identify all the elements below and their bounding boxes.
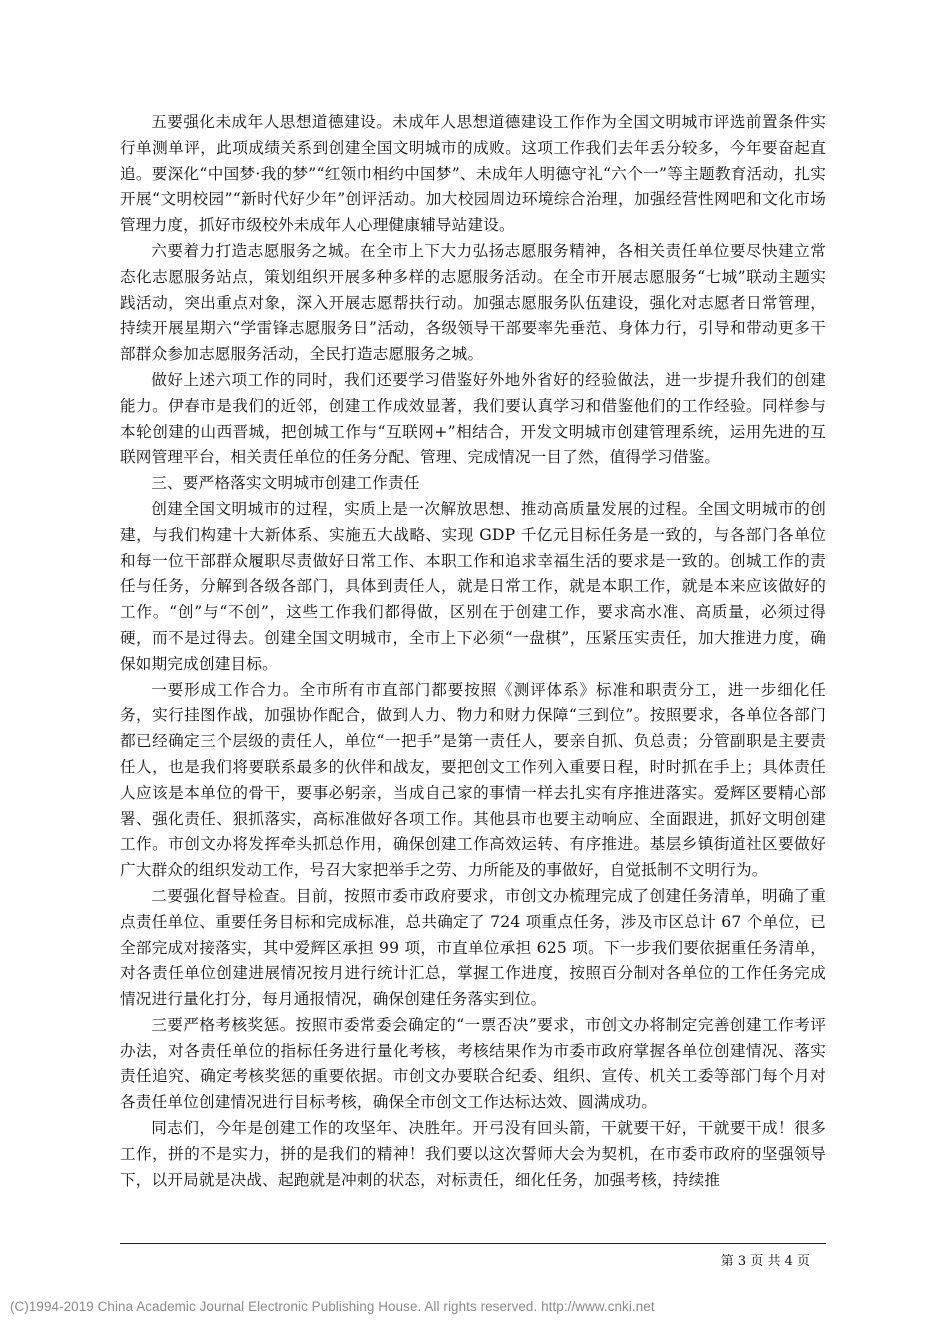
copyright-notice: (C)1994-2019 China Academic Journal Electronic Publishing House. All rights reserved. http://www.cnki.net bbox=[10, 1299, 655, 1314]
footer-divider bbox=[120, 1243, 826, 1244]
paragraph-assessment: 三要严格考核奖惩。按照市委常委会确定的“一票否决”要求，市创文办将制定完善创建工作考评办法，对各责任单位的指标任务进行量化考核，考核结果作为市委市政府掌握各单位创建情况、落实责任追究、确定考核奖惩的重要依据。市创文办要联合纪委、组织、宣传、机关工委等部门每个月对各责任单位创建情况进行目标考核，确保全市创文工作达标达效、圆满成功。 bbox=[120, 1015, 826, 1112]
page-number: 第 3 页 共 4 页 bbox=[720, 1254, 810, 1269]
paragraph-minor-moral: 五要强化未成年人思想道德建设。未成年人思想道德建设工作作为全国文明城市评选前置条件实行单测单评，此项成绩关系到创建全国文明城市的成败。这项工作我们去年丢分较多，今年要奋起直追。要深化“中国梦·我的梦”“红领巾相约中国梦”、未成年人明德守礼“六个一”等主题教育活动，扎实开展“文明校园”“新时代好少年”创评活动。加大校园周边环境综合治理，加强经营性网吧和文化市场管理力度，抓好市级校外未成年人心理健康辅导站建设。 bbox=[120, 113, 826, 235]
paragraph-volunteer-city: 六要着力打造志愿服务之城。在全市上下大力弘扬志愿服务精神，各相关责任单位要尽快建立常态化志愿服务站点，策划组织开展多种多样的志愿服务活动。在全市开展志愿服务“七城”联动主题实践活动，突出重点对象，深入开展志愿帮扶行动。加强志愿服务队伍建设，强化对志愿者日常管理，持续开展星期六“学雷锋志愿服务日”活动，各级领导干部要率先垂范、身体力行，引导和带动更多干部群众参加志愿服务活动，全民打造志愿服务之城。 bbox=[120, 241, 826, 364]
document-body bbox=[120, 110, 826, 1193]
paragraph-closing: 同志们，今年是创建工作的攻坚年、决胜年。开弓没有回头箭，干就要干好，干就要干成！很多工作，拼的不是实力，拼的是我们的精神！我们要以这次誓师大会为契机，在市委市政府的坚强领导下，以开局就是决战、起跑就是冲刺的状态，对标责任，细化任务，加强考核，持续推 bbox=[120, 1119, 826, 1189]
paragraph-supervision: 二要强化督导检查。目前，按照市委市政府要求，市创文办梳理完成了创建任务清单，明确了重点责任单位、重要任务目标和完成标准，总共确定了 724 项重点任务，涉及市区总计 67 个单位，已全部完成对接落实，其中爱辉区承担 99 项，市直单位承担 625 项。下一步我们要依据重任务清单，对各责任单位创建进展情况按月进行统计汇总，掌握工作进度，按照百分制对各单位的工作任务完成情况进行量化打分，每月通报情况，确保创建任务落实到位。 bbox=[120, 886, 826, 1009]
paragraph-process: 创建全国文明城市的过程，实质上是一次解放思想、推动高质量发展的过程。全国文明城市的创建，与我们构建十大新体系、实施五大战略、实现 GDP 千亿元目标任务是一致的，与各部门各单位和每一位干部群众履职尽责做好日常工作、本职工作和追求幸福生活的要求是一致的。创城工作的责任与任务，分解到各级各部门，具体到责任人，就是日常工作，就是本职工作，就是本来应该做好的工作。“创”与“不创”，这些工作我们都得做，区别在于创建工作，要求高水准、高质量，必须过得硬，而不是过得去。创建全国文明城市，全市上下必须“一盘棋”，压紧压实责任，加大推进力度，确保如期完成创建目标。 bbox=[120, 499, 826, 673]
section-heading: 三、要严格落实文明城市创建工作责任 bbox=[151, 474, 420, 493]
paragraph-joint-force: 一要形成工作合力。全市所有市直部门都要按照《测评体系》标准和职责分工，进一步细化任务，实行挂图作战，加强协作配合，做到人力、物力和财力保障“三到位”。按照要求，各单位各部门都已经确定三个层级的责任人，单位“一把手”是第一责任人，要亲自抓、负总责；分管副职是主要责任人，也是我们将要联系最多的伙伴和战友，要把创文工作列入重要日程，时时抓在手上；具体责任人应该是本单位的骨干，要事必躬亲，当成自己家的事情一样去扎实有序推进落实。爱辉区要精心部署、强化责任、狠抓落实，高标准做好各项工作。其他县市也要主动响应、全面跟进，抓好文明创建工作。市创文办将发挥牵头抓总作用，确保创建工作高效运转、有序推进。基层乡镇街道社区要做好广大群众的组织发动工作，号召大家把举手之劳、力所能及的事做好，自觉抵制不文明行为。 bbox=[120, 680, 826, 880]
paragraph-learning: 做好上述六项工作的同时，我们还要学习借鉴好外地外省好的经验做法，进一步提升我们的创建能力。伊春市是我们的近邻，创建工作成效显著，我们要认真学习和借鉴他们的工作经验。同样参与本轮创建的山西晋城，把创城工作与“互联网+”相结合，开发文明城市创建管理系统，运用先进的互联网管理平台，相关责任单位的任务分配、管理、完成情况一目了然，值得学习借鉴。 bbox=[120, 370, 826, 467]
